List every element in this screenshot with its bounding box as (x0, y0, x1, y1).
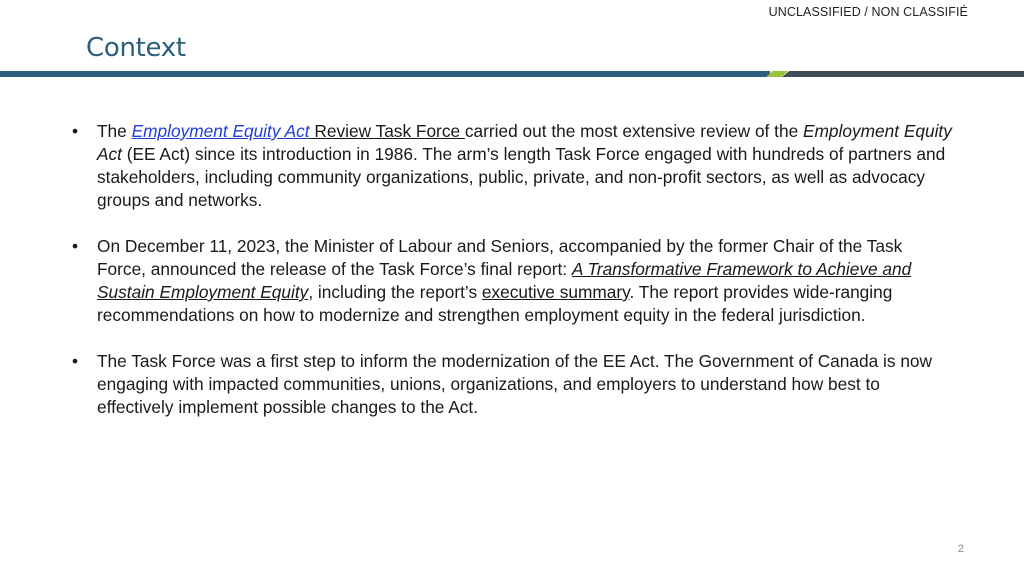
bullet-text: , including the report’s (308, 282, 482, 302)
bullet-text: The Task Force was a first step to inform the modernization of the EE Act. The Government of Canada is now engaging with impacted communities, unions, organizations, and employers to understand how best to effectively implement possible changes to the Act. (97, 351, 933, 417)
header-rule-gray (782, 71, 1024, 77)
classification-label: UNCLASSIFIED / NON CLASSIFIÉ (768, 5, 968, 19)
bullet-icon: • (72, 121, 79, 141)
bullet-item-task-force-review (72, 120, 952, 212)
page-number: 2 (957, 543, 964, 555)
executive-summary-link[interactable]: executive summary (481, 282, 630, 302)
bullet-icon: • (72, 351, 79, 371)
main-content (72, 120, 952, 442)
employment-equity-act-link[interactable]: Employment Equity Act (131, 121, 310, 141)
bullet-list (72, 120, 952, 419)
bullet-text: (EE Act) since its introduction in 1986. The arm’s length Task Force engaged with hundreds of partners and stakeholders, including community organizations, public, private, and non-profit sectors, as well as advocacy groups and networks. (97, 144, 946, 210)
bullet-text: The (97, 121, 132, 141)
act-name-italic: Employment Equity Act (97, 121, 952, 164)
header-rule (0, 71, 1024, 77)
bullet-item-final-report (72, 235, 952, 327)
bullet-text: . The report provides wide-ranging recommendations on how to modernize and strengthen employment equity in the federal jurisdiction. (97, 282, 893, 325)
bullet-text: carried out the most extensive review of the (464, 121, 803, 141)
bullet-text: On December 11, 2023, the Minister of Labour and Seniors, accompanied by the former Chair of the Task Force, announced the release of the Task Force’s final report: (97, 236, 903, 279)
page-title: Context (86, 33, 186, 63)
bullet-item-next-steps (72, 350, 952, 419)
bullet-icon: • (72, 236, 79, 256)
final-report-link[interactable]: A Transformative Framework to Achieve and Sustain Employment Equity (97, 259, 912, 302)
review-task-force-link-text[interactable]: Review Task Force (309, 121, 465, 141)
header-rule-blue (0, 71, 770, 77)
